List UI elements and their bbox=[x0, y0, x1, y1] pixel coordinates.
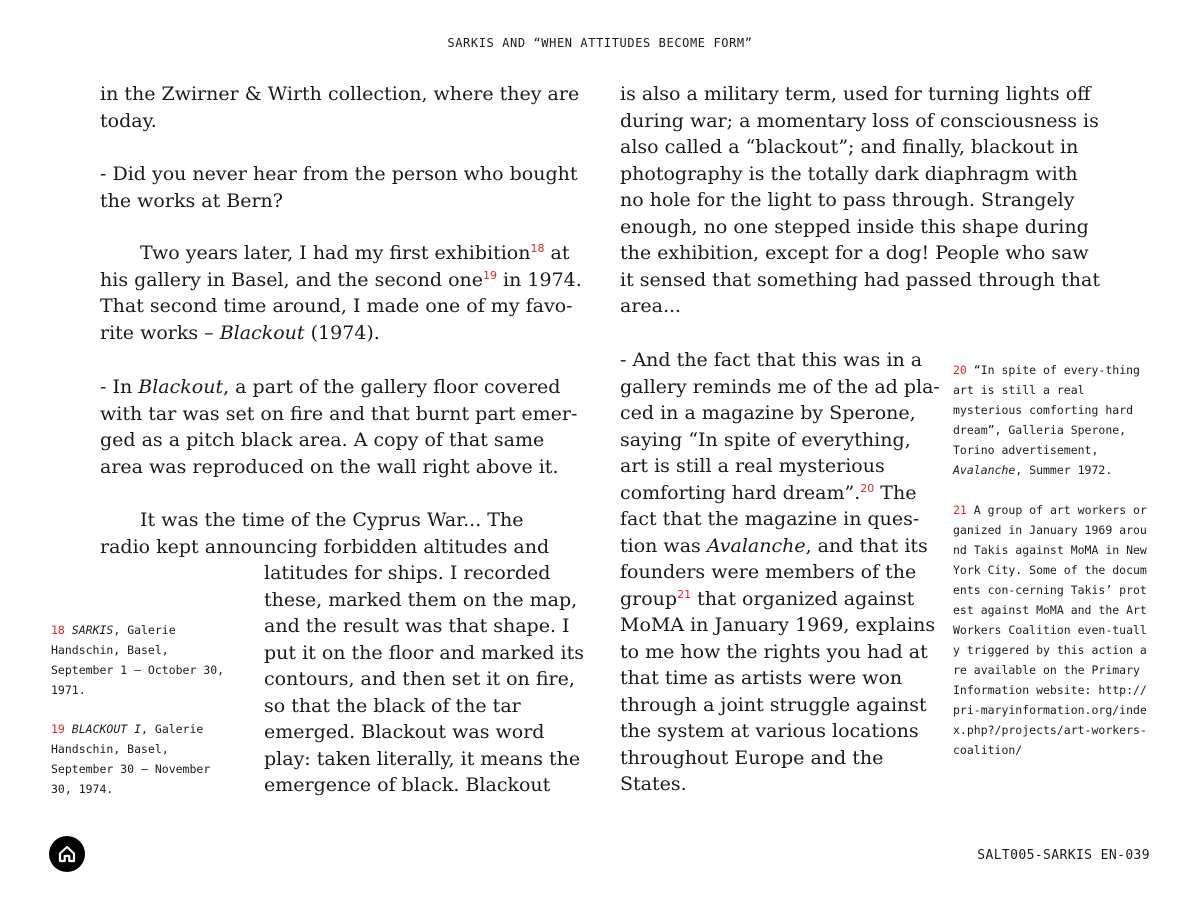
footnote-ref-19[interactable]: 19 bbox=[483, 268, 497, 282]
page-code: SALT005-SARKIS EN-039 bbox=[977, 848, 1150, 863]
footnote-ref-21[interactable]: 21 bbox=[677, 587, 692, 601]
home-icon bbox=[57, 844, 77, 864]
footnote-ref-20[interactable]: 20 bbox=[860, 481, 875, 495]
paragraph-5-bottom: latitudes for ships. I recorded these, marked them on the map, and the result was that shape. I put it on the floor and marked its contours, and then set it on fire, so that the black of the tar emerged. Blackout was word play: taken literally, it means the emergence of black. Blackout bbox=[264, 562, 584, 796]
paragraph-2: - Did you never hear from the person who bought the works at Bern? bbox=[100, 163, 578, 212]
footnote-18: 18 SARKIS, Galerie Handschin, Basel, September 1 – October 30, 1971. bbox=[51, 623, 225, 697]
footnote-20: 20 “In spite of every-thing art is still a real mysterious comforting hard dream”, Galleria Sperone, Torino advertisement, Avalanche, Summer 1972. bbox=[953, 363, 1140, 477]
paragraph-6: is also a military term, used for turning lights off during war; a momentary loss of consciousness is also called a “blackout”; and finally, blackout in photography is the totally dark diaphragm with no hole for the light to pass through. Strangely enough, no one stepped inside this shape during the exhibition, except for a dog! People who saw it sensed that something had passed through that area... bbox=[620, 83, 1101, 317]
paragraph-4: - In Blackout, a part of the gallery floor covered with tar was set on fire and that burnt part emer-ged as a pitch black area. A copy of that same area was reproduced on the wall right above it. bbox=[100, 376, 578, 478]
paragraph-7: - And the fact that this was in a gallery reminds me of the ad pla-ced in a magazine by Sperone, saying “In spite of everything, art is still a real mysterious comforting hard dream”.$^{20}$ The fact that the magazine in ques-tion was Avalanche, and that its founders were members of the group$^{21}$ that organized against MoMA in January 1969, explains to me how the rights you had at that time as artists were won through a joint struggle against the system at various locations throughout Europe and the States. bbox=[620, 349, 940, 795]
paragraph-5-top: It was the time of the Cyprus War... The radio kept announcing forbidden altitudes and bbox=[100, 509, 550, 558]
running-title: SARKIS AND “WHEN ATTITUDES BECOME FORM” bbox=[447, 36, 753, 50]
footnote-19: 19 BLACKOUT I, Galerie Handschin, Basel, September 30 – November 30, 1974. bbox=[51, 722, 211, 796]
footnote-21: 21 A group of art workers organized in January 1969 around Takis against MoMA in New York City. Some of the documents con-cerning Takis’ protest against MoMA and the Art Workers Coalition even-tually triggered by this action are available on the Primary Information website: http://pri-maryinformation.org/index.php?/projects/art-workers-coalition/ bbox=[953, 503, 1147, 757]
paragraph-1: in the Zwirner & Wirth collection, where they are today. bbox=[100, 83, 580, 132]
paragraph-3: Two years later, I had my first exhibition$^{18}$ at his gallery in Basel, and the second one$^{19}$ in 1974. That second time around, I made one of my favo-rite works – Blackout (1974). bbox=[100, 242, 582, 344]
footnote-ref-18[interactable]: 18 bbox=[530, 242, 545, 255]
home-button[interactable] bbox=[49, 836, 85, 872]
